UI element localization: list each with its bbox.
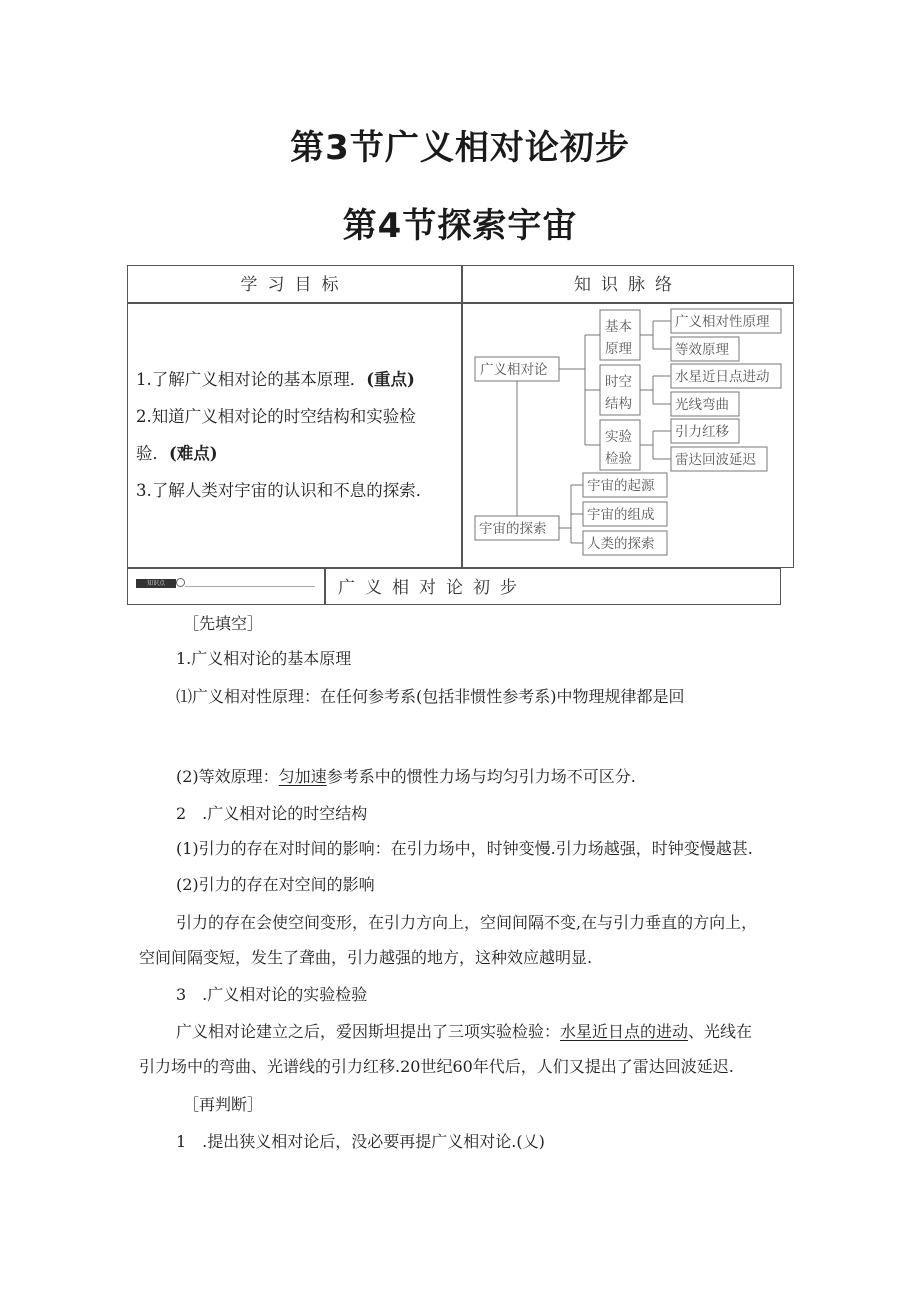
goal-2-cont: 验．(难点): [136, 444, 218, 463]
item-2-2: (2)引力的存在对空间的影响: [176, 875, 375, 894]
mm-root2: 宇宙的探索: [479, 521, 547, 537]
item-3-heading: 3 .广义相对论的实验检验: [176, 985, 368, 1004]
mm-b1-i1: 广义相对性原理: [675, 314, 770, 330]
item-3-para-line1: 广义相对论建立之后，爱因斯坦提出了三项实验检验：水星近日点的进动、光线在: [176, 1022, 753, 1041]
mm-b1-i2: 等效原理: [675, 342, 729, 358]
mm-b1-line2: 原理: [605, 341, 632, 357]
judge-1: 1 .提出狭义相对论后，没必要再提广义相对论.(乂): [176, 1132, 545, 1151]
item-1-1: ⑴广义相对性原理：在任何参考系(包括非惯性参考系)中物理规律都是回: [176, 687, 685, 706]
mm-b2-i1: 水星近日点进动: [675, 369, 770, 385]
mm-r2-i1: 宇宙的起源: [587, 478, 655, 494]
item-2-1: (1)引力的存在对时间的影响：在引力场中，时钟变慢.引力场越强，时钟变慢越甚.: [176, 839, 753, 858]
banner-line: [185, 586, 315, 587]
mm-b3-line2: 检验: [605, 451, 632, 467]
mm-b2-line1: 时空: [605, 374, 632, 390]
underlined-answer: 水星近日点的进动: [560, 1022, 689, 1041]
section-title-4: 第4节探索宇宙: [342, 206, 578, 246]
objectives-table: [127, 265, 794, 568]
mm-root: 广义相对论: [480, 362, 548, 378]
mm-b3-i2: 雷达回波延迟: [675, 452, 756, 468]
section-banner-title: 广义相对论初步: [338, 578, 527, 598]
goal-1: 1.了解广义相对论的基本原理．(重点): [136, 370, 415, 389]
mm-b3-i1: 引力红移: [675, 424, 729, 440]
mm-b2-line2: 结构: [605, 396, 632, 412]
knowledge-point-tag: 知识点: [136, 579, 176, 588]
mm-b1-line1: 基本: [605, 319, 632, 335]
banner-divider: [324, 569, 326, 604]
underlined-answer: 匀加速: [278, 767, 327, 786]
circle-icon: [176, 578, 185, 587]
item-1-2: (2)等效原理：匀加速参考系中的惯性力场与均匀引力场不可区分.: [176, 767, 636, 786]
header-knowledge-map: 知识脉络: [574, 275, 682, 295]
item-1-heading: 1.广义相对论的基本原理: [176, 649, 352, 668]
goal-2: 2.知道广义相对论的时空结构和实验检: [136, 407, 416, 426]
header-learning-goals: 学习目标: [240, 275, 349, 295]
mm-b3-line1: 实验: [605, 429, 632, 445]
item-2-para-line1: 引力的存在会使空间变形，在引力方向上，空间间隔不变,在与引力垂直的方向上，: [176, 913, 758, 932]
fill-blank-heading: ［先填空］: [183, 614, 264, 633]
item-3-para-line2: 引力场中的弯曲、光谱线的引力红移.20世纪60年代后，人们又提出了雷达回波延迟.: [139, 1057, 734, 1076]
mm-r2-i2: 宇宙的组成: [587, 507, 655, 523]
goal-3: 3.了解人类对宇宙的认识和不息的探索．: [136, 481, 433, 500]
item-2-para-line2: 空间间隔变短，发生了聋曲，引力越强的地方，这种效应越明显.: [139, 948, 593, 967]
judge-heading: ［再判断］: [183, 1095, 264, 1114]
knowledge-mindmap: [463, 304, 793, 566]
mm-b2-i2: 光线弯曲: [675, 397, 729, 413]
mm-r2-i3: 人类的探索: [587, 536, 655, 552]
section-banner: [127, 568, 781, 605]
section-title-3: 第3节广义相对论初步: [290, 128, 630, 168]
item-2-heading: 2 .广义相对论的时空结构: [176, 804, 368, 823]
